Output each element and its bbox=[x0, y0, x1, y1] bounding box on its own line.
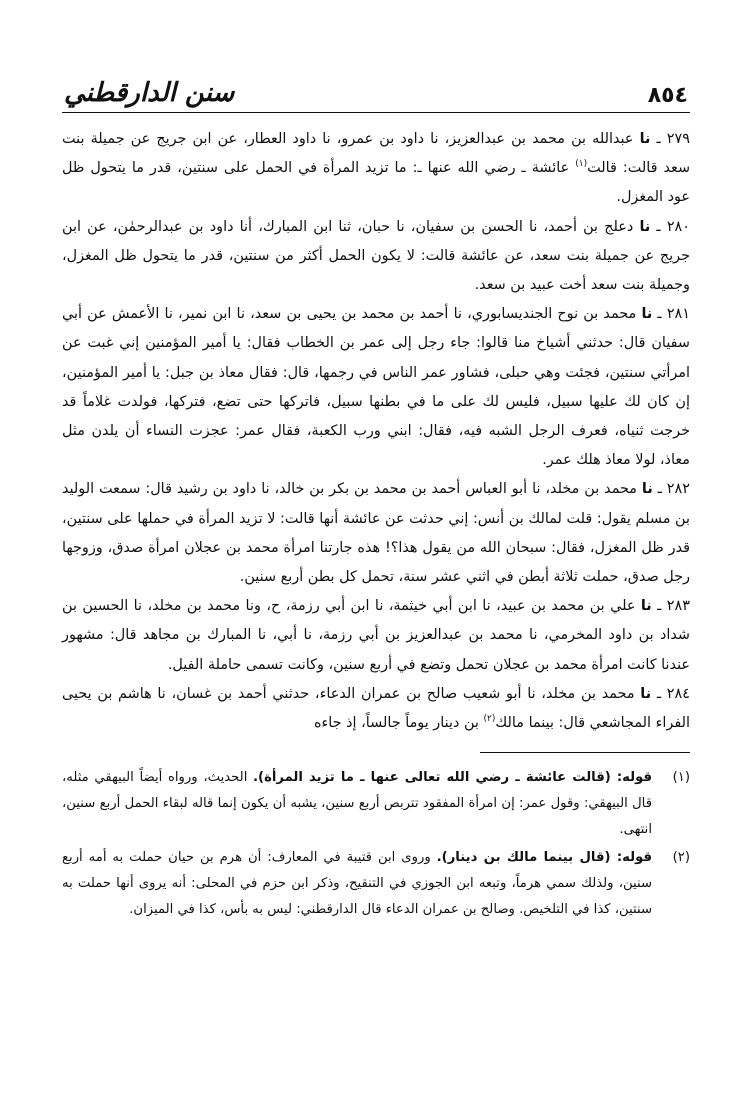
footnote-marker: (١) bbox=[672, 770, 690, 786]
hadith-number: ٢٨٠ ـ bbox=[656, 218, 691, 235]
hadith-text: علي بن محمد بن عبيد، نا ابن أبي خيثمة، نا ابن أبي رزمة، ح، ونا محمد بن مخلد، نا الحسين بن شداد بن داود المخرمي، نا محمد بن عبدالعزيز بن أبي رزمة، نا أبي، نا المبارك بن مجاهد قال: مشهور عندنا كانت امرأة محمد بن عجلان تحمل وتضع في أربع سنين، وكانت تسمى حاملة الفيل. bbox=[62, 598, 690, 673]
hadith-281 bbox=[62, 300, 690, 475]
hadith-text: محمد بن مخلد، نا أبو شعيب صالح بن عمران الدعاء، حدثني أحمد بن غسان، نا هاشم بن يحيى الفراء المجاشعي قال: بينما مالك bbox=[62, 685, 690, 732]
hadith-283 bbox=[62, 592, 690, 680]
hadith-text: محمد بن مخلد، نا أبو العباس أحمد بن محمد بن بكر بن خالد، نا داود بن رشيد قال: سمعت الوليد بن مسلم يقول: قلت لمالك بن أنس: إني حدثت عن عائشة أنها قالت: لا تزيد المرأة في حملها على سنتين، قدر ظل المغزل، فقال: سبحان الله من يقول هذا؟! هذه جارتنا امرأة محمد بن عجلان امرأة صدق، وزوجها رجل صدق، حملت ثلاثة أبطن في اثني عشر سنة، تحمل كل بطن أربع سنين. bbox=[62, 481, 690, 586]
hadith-number: ٢٨٤ ـ bbox=[656, 685, 690, 702]
footnote-1 bbox=[62, 765, 690, 843]
narration-word: نا bbox=[639, 218, 651, 235]
page-header bbox=[62, 62, 690, 113]
hadith-text: محمد بن نوح الجنديسابوري، نا أحمد بن محمد بن يحيى بن سعد، نا ابن نمير، نا الأعمش عن أبي سفيان قال: حدثني أشياخ منا قالوا: جاء رجل إلى عمر بن الخطاب فقال: يا أمير المؤمنين إني غبت عن امرأتي سنتين، فجئت وهي حبلى، فشاور عمر الناس في رجمها، قال: فقال معاذ بن جبل: يا أمير المؤمنين، إن كان لك عليها سبيل، فليس لك على ما في بطنها سبيل، فاتركها حتى تضع، فتركها، فولدت غلاماً قد خرجت ثنياه، فعرف الرجل الشبه فيه، فقال: ابني ورب الكعبة، فقال عمر: عجزت النساء أن يلدن مثل معاذ، لولا معاذ هلك عمر. bbox=[62, 306, 690, 469]
hadith-number: ٢٨٢ ـ bbox=[657, 481, 690, 498]
footnote-body: وروى ابن قتيبة في المعارف: أن هرم بن حيان حملت به أمه أربع سنين، ولذلك سمي هرماً، وتبعه ابن الجوزي في التنقيح، وذكر ابن حزم في المحلى: أنه يروى أنها حملت به سنتين، كذا في التلخيص. وصالح بن عمران الدعاء قال الدارقطني: ليس به بأس، كذا في الميزان. bbox=[62, 850, 652, 918]
footnote-quote: قوله: (قال بينما مالك بن دينار). bbox=[436, 850, 652, 866]
narration-word: نا bbox=[639, 131, 651, 147]
footnote-ref: (١) bbox=[575, 159, 588, 170]
footnote-ref: (٢) bbox=[483, 714, 496, 725]
hadith-280 bbox=[62, 213, 690, 301]
footnote-quote: قوله: (قالت عائشة ـ رضي الله تعالى عنها ـ ما تزيد المرأة). bbox=[253, 770, 652, 786]
page-body bbox=[62, 125, 690, 738]
narration-word: نا bbox=[641, 481, 653, 498]
hadith-number: ٢٨١ ـ bbox=[657, 306, 691, 323]
hadith-number: ٢٨٣ ـ bbox=[657, 598, 690, 615]
footnote-body: الحديث، ورواه أيضاً البيهقي مثله، قال البيهقي: وقول عمر: إن امرأة المفقود تتربص أربع سنين، يشبه أن يكون إنما قاله لبقاء الحمل أربع سنين، انتهى. bbox=[62, 770, 652, 838]
hadith-284 bbox=[62, 680, 690, 738]
footnote-divider bbox=[480, 752, 690, 753]
footnote-text bbox=[62, 765, 652, 843]
hadith-text: دعلج بن أحمد، نا الحسن بن سفيان، نا حبان، ثنا ابن المبارك، أنا داود بن عبدالرحمٰن، عن ابن جريج عن جميلة بنت سعد، عن عائشة قالت: لا يكون الحمل أكثر من سنتين، قدر ما يتحول ظل المغزل، وجميلة بنت سعد أخت عبيد بن سعد. bbox=[62, 218, 690, 294]
footnote-2 bbox=[62, 845, 690, 923]
narration-word: نا bbox=[641, 306, 653, 323]
footnote-text bbox=[62, 845, 652, 923]
hadith-text: عبدالله بن محمد بن عبدالعزيز، نا داود بن عمرو، نا داود العطار، عن ابن جريج عن جميلة بنت سعد قالت: قالت bbox=[62, 131, 690, 177]
book-page bbox=[62, 62, 690, 1068]
hadith-279 bbox=[62, 125, 690, 213]
footnote-marker: (٢) bbox=[672, 850, 690, 866]
hadith-number: ٢٧٩ ـ bbox=[656, 131, 690, 147]
footnotes bbox=[62, 765, 690, 923]
hadith-text-cont: بن دينار يوماً جالساً، إذ جاءه bbox=[313, 715, 484, 732]
running-title: سنن الدارقطني bbox=[64, 78, 235, 108]
page-number: ٨٥٤ bbox=[647, 83, 688, 108]
narration-word: نا bbox=[640, 685, 652, 702]
narration-word: نا bbox=[640, 598, 652, 615]
hadith-text-cont: عائشة ـ رضي الله عنها ـ: ما تزيد المرأة في الحمل على سنتين، قدر ما يتحول ظل عود المغزل. bbox=[62, 160, 690, 206]
hadith-282 bbox=[62, 475, 690, 592]
